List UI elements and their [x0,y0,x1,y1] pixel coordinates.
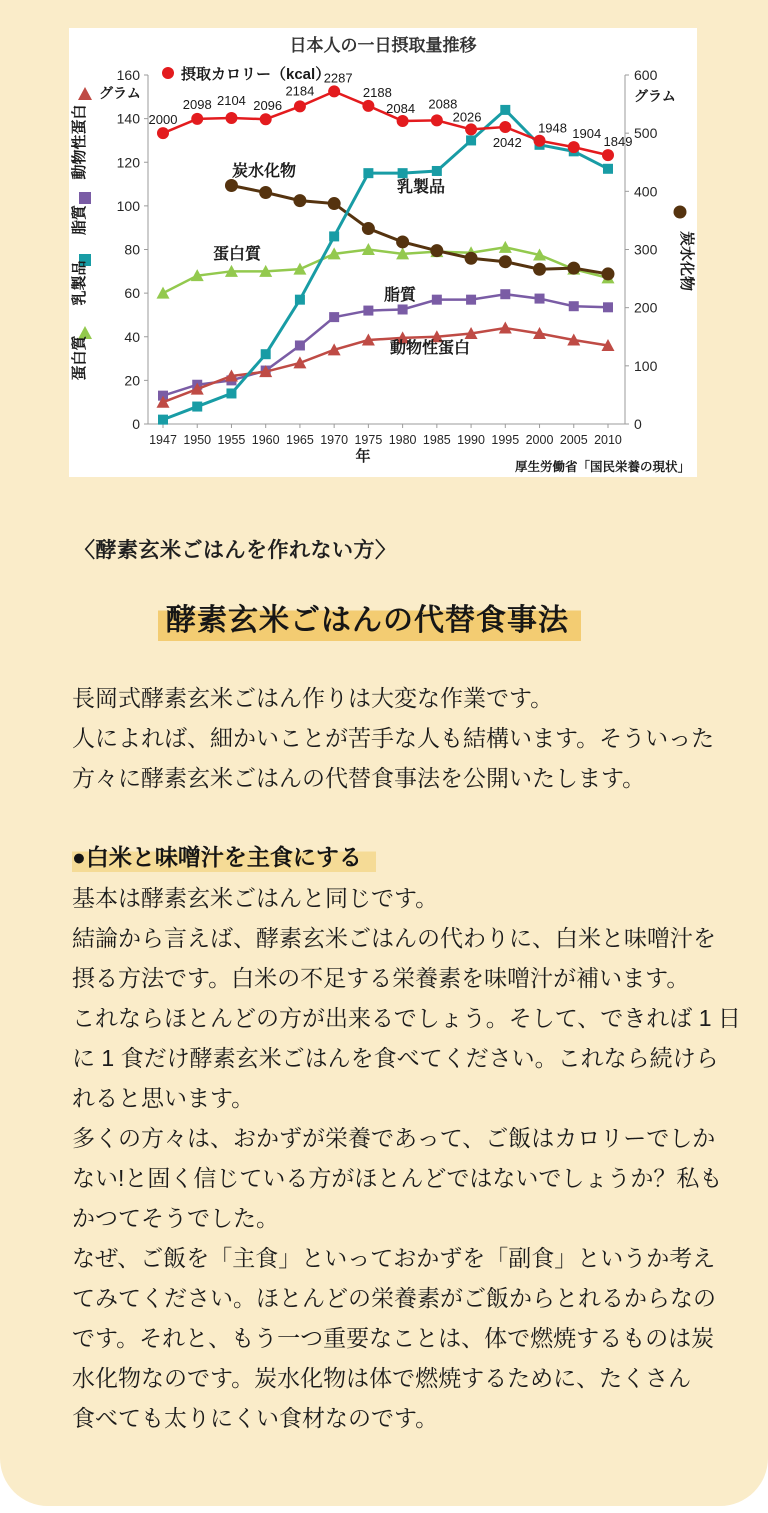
svg-text:160: 160 [116,67,140,83]
svg-text:2098: 2098 [182,96,212,112]
svg-text:年: 年 [355,448,371,465]
svg-text:40: 40 [124,328,140,345]
svg-text:日本人の一日摂取量推移: 日本人の一日摂取量推移 [289,36,477,55]
text-line: 結論から言えば、酵素玄米ごはんの代わりに、白米と味噌汁を [72,925,716,951]
svg-text:2000: 2000 [148,112,178,128]
text-line: ない!と固く信じている方がほとんどではないでしょうか？私も [72,1165,723,1191]
svg-text:2287: 2287 [323,70,353,86]
svg-text:600: 600 [634,67,658,83]
svg-text:動物性蛋白: 動物性蛋白 [389,340,471,357]
main-heading-highlight: 酵素玄米ごはんの代替食事法 [158,604,581,641]
svg-text:1849: 1849 [603,134,633,150]
svg-text:2184: 2184 [285,83,315,99]
svg-text:2042: 2042 [492,135,522,151]
svg-text:炭水化物: 炭水化物 [231,163,297,180]
svg-text:2005: 2005 [559,433,588,447]
svg-text:2188: 2188 [362,84,392,100]
svg-text:2084: 2084 [386,100,416,116]
svg-text:200: 200 [634,299,658,316]
svg-text:1950: 1950 [183,433,212,447]
text-line: 人によれば、細かいことが苦手な人も結構います。そういった [72,725,715,751]
svg-text:1965: 1965 [286,433,314,447]
svg-text:厚生労働省「国民栄養の現状」: 厚生労働省「国民栄養の現状」 [514,460,690,474]
text-line: 多くの方々は、おかずが栄養であって、ご飯はカロリーでしか [72,1125,716,1151]
svg-text:100: 100 [116,197,140,214]
svg-text:500: 500 [634,125,658,142]
text-line: 長岡式酵素玄米ごはん作りは大変な作業です。 [72,685,554,711]
svg-text:2096: 2096 [253,98,283,114]
svg-text:2000: 2000 [525,433,554,447]
svg-text:2010: 2010 [594,433,622,447]
svg-text:脂質: 脂質 [71,204,88,236]
text-line: 水化物なのです。炭水化物は体で燃焼するために、たくさん [72,1365,692,1391]
svg-text:0: 0 [132,416,140,432]
svg-text:グラム: グラム [634,88,676,104]
svg-text:1985: 1985 [422,433,451,447]
svg-text:60: 60 [124,285,140,302]
svg-text:蛋白質: 蛋白質 [71,335,88,381]
svg-text:摂取カロリー（kcal）: 摂取カロリー（kcal） [181,66,331,83]
text-line: かつてそうでした。 [72,1205,279,1231]
text-line: これならほとんどの方が出来るでしょう。そして、できれば 1 日 [72,1005,741,1031]
intake-chart [69,28,697,477]
svg-text:炭水化物: 炭水化物 [678,230,695,292]
svg-text:1947: 1947 [149,433,177,447]
svg-text:乳製品: 乳製品 [71,260,88,306]
svg-text:0: 0 [634,416,642,432]
main-heading [158,601,581,641]
svg-text:120: 120 [116,154,140,171]
svg-text:1975: 1975 [354,433,383,447]
svg-text:1980: 1980 [388,433,417,447]
svg-text:80: 80 [124,241,140,258]
paragraph-1 [72,678,732,798]
intro-note: 〈酵素玄米ごはんを作れない方〉 [74,539,397,562]
svg-text:2104: 2104 [216,93,246,109]
svg-text:1990: 1990 [457,433,485,447]
svg-text:脂質: 脂質 [383,287,417,304]
intake-chart-svg [69,28,697,477]
svg-text:動物性蛋白: 動物性蛋白 [71,104,88,180]
svg-text:2026: 2026 [452,109,482,125]
svg-text:グラム: グラム [99,85,141,101]
svg-text:20: 20 [124,372,140,389]
svg-text:1955: 1955 [217,433,246,447]
svg-text:1970: 1970 [320,433,349,447]
text-line: 食べても太りにくい食材なのです。 [72,1405,439,1431]
svg-text:2088: 2088 [428,96,458,112]
text-line: てみてください。ほとんどの栄養素がご飯からとれるからなの [72,1285,716,1311]
svg-text:1948: 1948 [538,120,567,136]
text-line: に 1 食だけ酵素玄米ごはんを食べてください。これなら続けら [72,1045,719,1071]
section-heading [72,840,376,874]
svg-text:100: 100 [634,357,658,374]
svg-text:乳製品: 乳製品 [396,179,446,196]
svg-text:1904: 1904 [572,126,602,142]
svg-text:140: 140 [116,110,140,127]
text-line: 摂る方法です。白米の不足する栄養素を味噌汁が補います。 [72,965,690,991]
section-heading-highlight: ●白米と味噌汁を主食にする [72,844,376,872]
paragraph-2 [72,878,741,1438]
svg-text:蛋白質: 蛋白質 [212,246,262,263]
svg-text:400: 400 [634,183,658,200]
svg-text:300: 300 [634,241,658,258]
text-line: なぜ、ご飯を「主食」といっておかずを「副食」というか考え [72,1245,716,1271]
svg-text:1960: 1960 [251,433,280,447]
svg-text:1995: 1995 [491,433,520,447]
text-line: です。それと、もう一つ重要なことは、体で燃焼するものは炭 [72,1325,715,1351]
text-line: 方々に酵素玄米ごはんの代替食事法を公開いたします。 [72,765,646,791]
text-line: れると思います。 [72,1085,255,1111]
text-line: 基本は酵素玄米ごはんと同じです。 [72,885,439,911]
